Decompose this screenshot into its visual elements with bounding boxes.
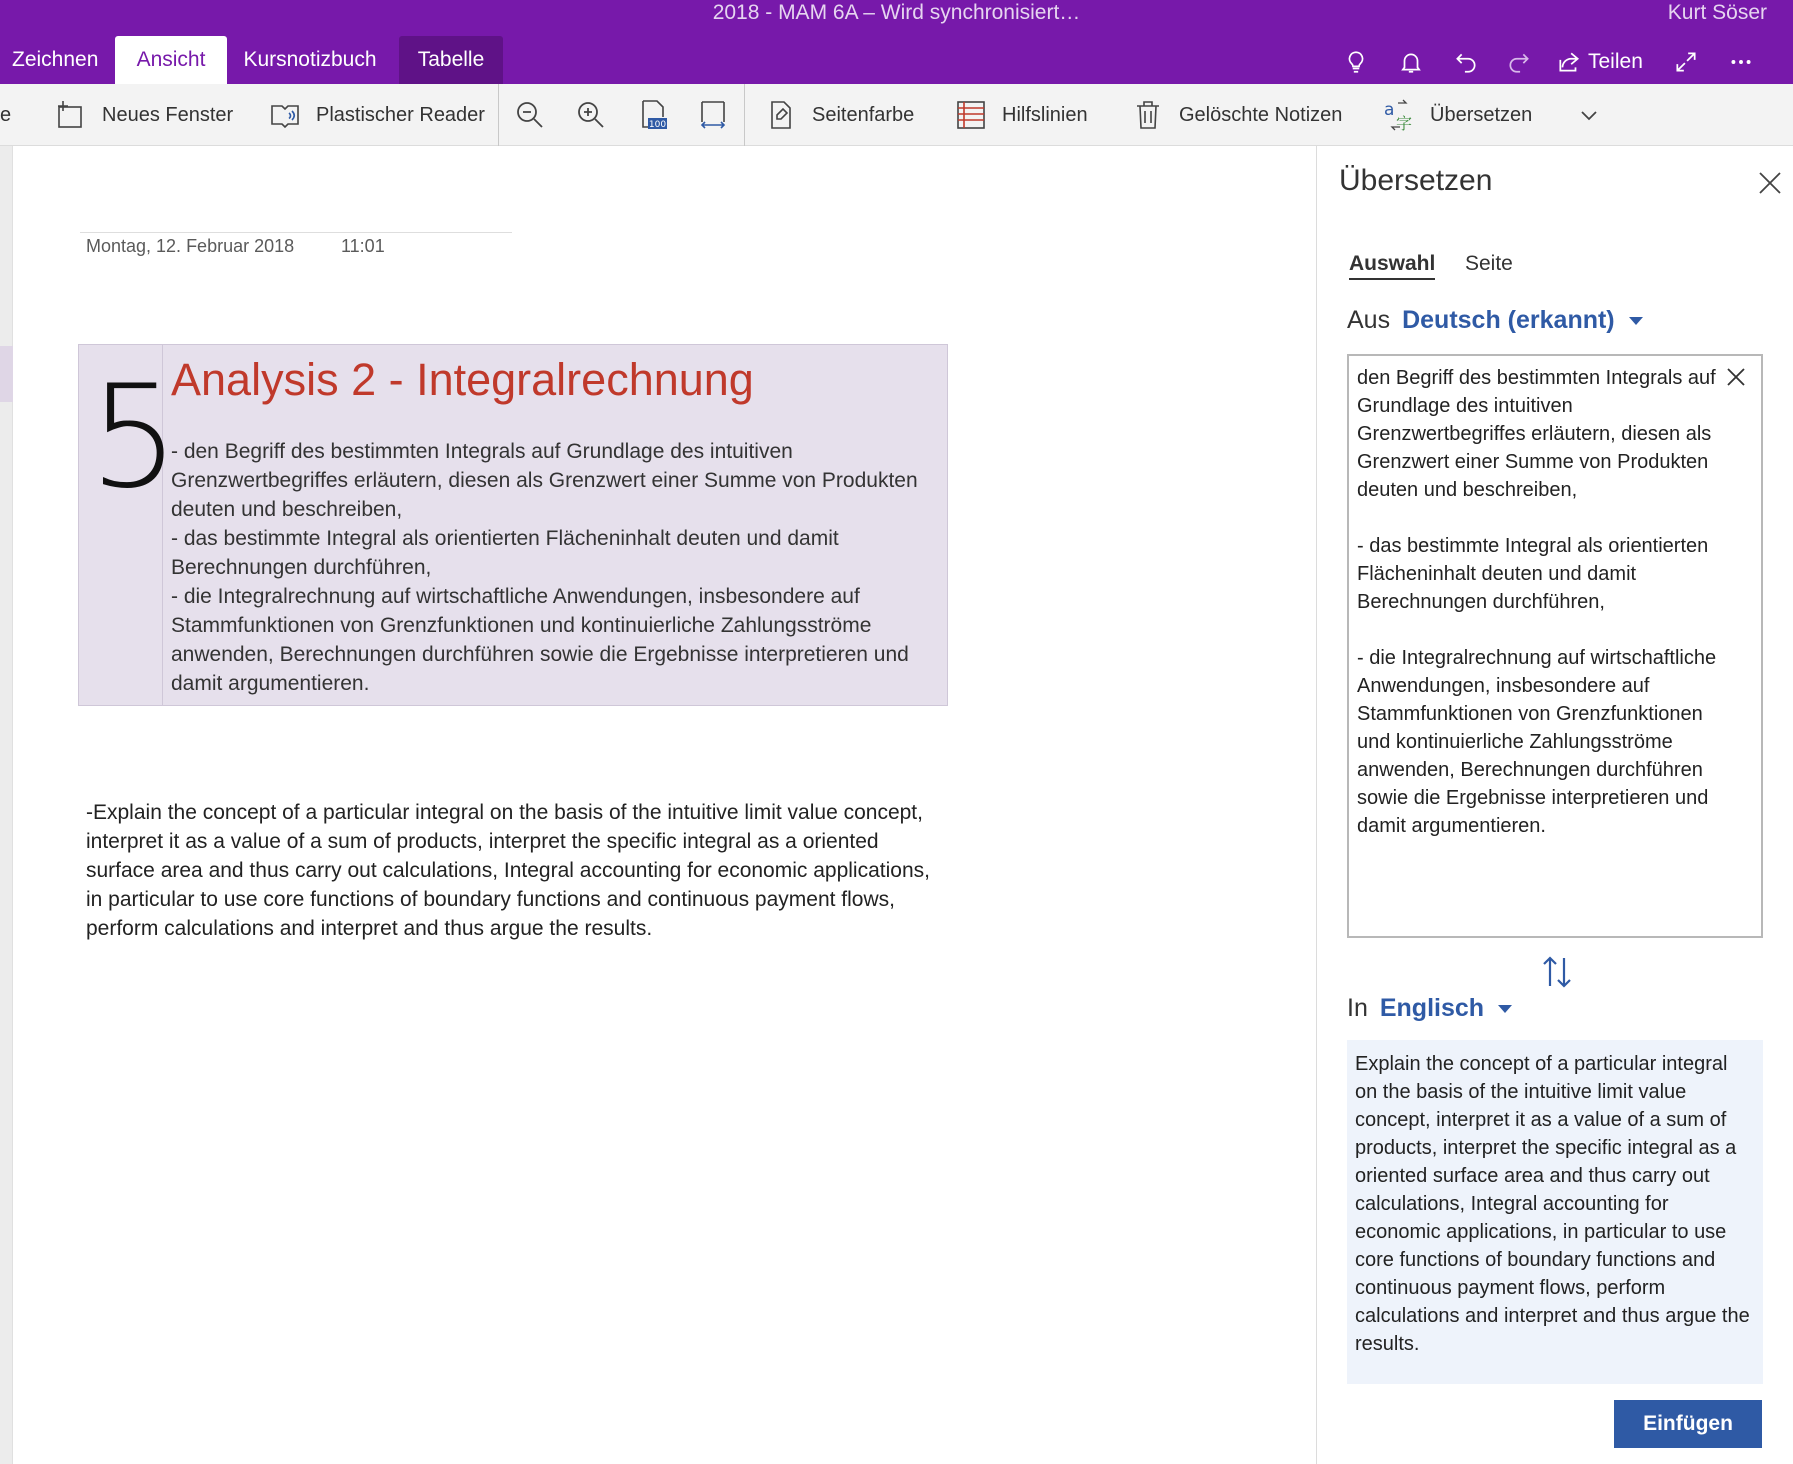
chapter-number: 5 [89, 355, 180, 520]
redo-icon[interactable] [1501, 44, 1537, 80]
from-label: Aus [1347, 306, 1391, 334]
title-divider [80, 232, 512, 233]
page-canvas[interactable] [14, 146, 1316, 1464]
insert-button[interactable]: Einfügen [1614, 1400, 1762, 1448]
user-name[interactable]: Kurt Söser [1667, 1, 1767, 24]
expand-icon[interactable] [1668, 44, 1704, 80]
share-icon [1556, 49, 1582, 75]
chapter-number-cell [79, 345, 180, 705]
ribbon-expand-button[interactable] [1572, 84, 1606, 146]
immersive-reader-label: Plastischer Reader [316, 103, 485, 126]
to-language-row [1347, 994, 1512, 1023]
close-icon [1725, 366, 1747, 388]
page-list-strip[interactable] [0, 146, 13, 1464]
immersive-reader-icon [268, 98, 302, 132]
outline-line: - das bestimmte Integral als orientierten Flächeninhalt deuten und damit Berechnungen durchführen, [171, 527, 839, 579]
source-text[interactable]: den Begriff des bestimmten Integrals auf Grundlage des intuitiven Grenzwertbegriffes erläutern, diesen als Grenzwert einer Summe von Produkten deuten und beschreiben, - das bestimmte Integral als orientierten Flächeninhalt deuten und damit Berechnungen durchführen, - die Integralrechnung auf wirtschaftliche Anwendungen, insbesondere auf Stammfunktionen von Grenzfunktionen und kontinuierliche Zahlungsströme anwenden, Berechnungen durchführen sowie die Ergebnisse interpretieren und damit argumentieren. [1357, 367, 1717, 837]
bell-icon[interactable] [1393, 44, 1429, 80]
deleted-notes-label: Gelöschte Notizen [1179, 103, 1343, 126]
from-language-select[interactable] [1402, 306, 1643, 335]
zoom-100-icon [636, 98, 670, 132]
tab-ansicht[interactable]: Ansicht [115, 36, 227, 84]
translation-result-box [1347, 1040, 1763, 1384]
zoom-out-button[interactable] [513, 84, 547, 146]
translate-icon [1382, 98, 1416, 132]
outline-body[interactable] [171, 437, 941, 698]
rule-lines-button[interactable] [954, 84, 1088, 146]
pane-title: Übersetzen [1339, 164, 1493, 197]
page-color-button[interactable] [764, 84, 914, 146]
share-label: Teilen [1588, 50, 1643, 73]
deleted-notes-button[interactable] [1131, 84, 1342, 146]
tab-selection[interactable]: Auswahl [1349, 252, 1435, 280]
svg-text:字: 字 [1396, 114, 1413, 132]
page-width-button[interactable] [696, 84, 730, 146]
ribbon-divider [498, 84, 499, 146]
page-width-icon [696, 98, 730, 132]
close-icon [1755, 168, 1785, 198]
outline-line: - die Integralrechnung auf wirtschaftliche Anwendungen, insbesondere auf Stammfunktionen von Grenzfunktionen und kontinuierliche Zahlungsströme anwenden, Berechnungen durchführen sowie die Ergebnisse interpretieren und damit argumentieren. [171, 585, 909, 695]
ribbon-divider [744, 84, 745, 146]
lightbulb-icon[interactable] [1338, 44, 1374, 80]
more-icon[interactable] [1723, 44, 1759, 80]
page-color-label: Seitenfarbe [812, 103, 915, 126]
page-date: Montag, 12. Februar 2018 [86, 236, 295, 256]
title-bar [0, 0, 1793, 84]
page-color-icon [764, 98, 798, 132]
source-text-box[interactable] [1347, 354, 1763, 938]
window-title: 2018 - MAM 6A – Wird synchronisiert… [712, 1, 1081, 24]
to-language-select[interactable] [1380, 994, 1512, 1023]
close-pane-button[interactable] [1755, 168, 1785, 198]
zoom-100-label: 100 [648, 120, 667, 130]
zoom-in-icon [574, 98, 608, 132]
share-button[interactable] [1556, 44, 1643, 80]
from-language-value: Deutsch (erkannt) [1402, 306, 1615, 334]
rule-lines-label: Hilfslinien [1002, 103, 1088, 126]
to-language-value: Englisch [1379, 994, 1485, 1022]
dropdown-caret-icon [1629, 317, 1643, 325]
swap-icon [1535, 950, 1579, 994]
outline-title[interactable]: Analysis 2 - Integralrechnung [171, 354, 754, 405]
tab-tabelle[interactable]: Tabelle [399, 36, 503, 84]
translate-button[interactable] [1382, 84, 1532, 146]
clear-source-button[interactable] [1725, 366, 1751, 392]
dropdown-caret-icon [1498, 1005, 1512, 1013]
new-window-label: Neues Fenster [102, 103, 234, 126]
svg-text:a: a [1384, 100, 1395, 120]
translator-pane [1316, 146, 1793, 1464]
translation-result-text: Explain the concept of a particular integral on the basis of the intuitive limit value concept, interpret it as a value of a sum of products, interpret the specific integral as a oriented surface area and thus carry out calculations, Integral accounting for economic applications, in particular to use core functions of boundary functions and continuous payment flows, perform calculations and interpret and thus argue the results. [1355, 1053, 1750, 1355]
page-time: 11:01 [341, 236, 385, 256]
tab-zeichnen[interactable]: Zeichnen [12, 48, 99, 71]
zoom-in-button[interactable] [574, 84, 608, 146]
new-window-button[interactable] [54, 84, 233, 146]
tab-kursnotizbuch[interactable]: Kursnotizbuch [243, 48, 377, 71]
undo-icon[interactable] [1448, 44, 1484, 80]
chevron-down-icon [1572, 98, 1606, 132]
zoom-100-button[interactable] [636, 84, 670, 146]
from-language-row [1347, 306, 1643, 335]
page-list-selection [0, 346, 13, 402]
immersive-reader-button[interactable] [268, 84, 485, 146]
rule-lines-icon [954, 98, 988, 132]
new-window-icon [54, 98, 88, 132]
ribbon-cut-item[interactable] [0, 84, 11, 146]
translate-label: Übersetzen [1430, 103, 1533, 126]
ribbon-cut-label: e [0, 103, 12, 126]
tab-page[interactable]: Seite [1465, 252, 1513, 275]
zoom-out-icon [513, 98, 547, 132]
ribbon [0, 84, 1793, 146]
trash-icon [1131, 98, 1165, 132]
inserted-translation[interactable]: -Explain the concept of a particular integral on the basis of the intuitive limit value concept, interpret it as a value of a sum of products, interpret the specific integral as a oriented surface area and thus carry out calculations, Integral accounting for economic applications, in particular to use core functions of boundary functions and continuous payment flows, perform calculations and interpret and thus argue the results. [86, 801, 930, 940]
swap-languages-button[interactable] [1535, 950, 1579, 994]
outline-line: - den Begriff des bestimmten Integrals auf Grundlage des intuitiven Grenzwertbegriffes erläutern, diesen als Grenzwert einer Summe von Produkten deuten und beschreiben, [171, 440, 918, 521]
note-container[interactable] [78, 344, 948, 706]
to-label: In [1347, 994, 1368, 1022]
